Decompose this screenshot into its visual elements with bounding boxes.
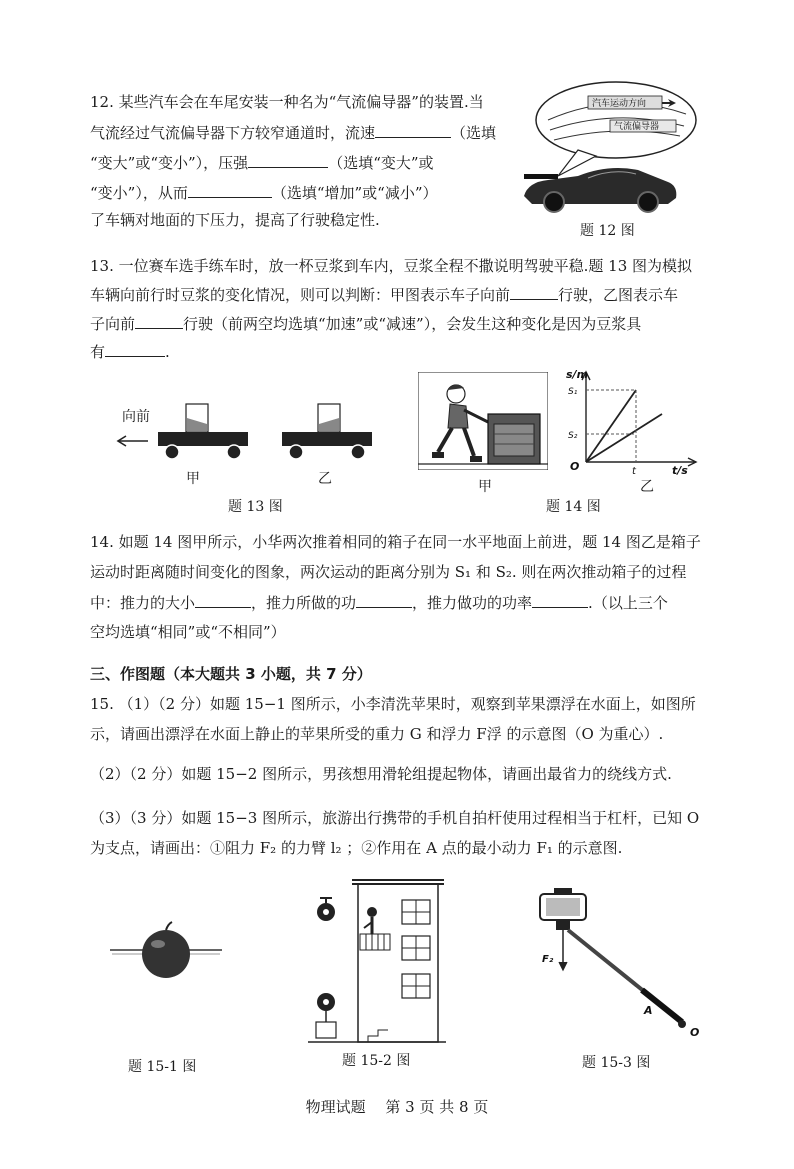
q12-text: （选填“增加”或“减小”） [271, 184, 438, 202]
q12-line-3 [90, 152, 434, 173]
q12-text: “变大”或“变小”），压强 [90, 154, 249, 172]
fig13-label-yi: 乙 [318, 471, 332, 487]
page-footer: 物理试题 第 3 页 共 8 页 [305, 1098, 489, 1116]
q14-text: 中：推力的大小 [90, 594, 196, 612]
point-o-label: O [690, 1026, 700, 1039]
q13-text: 行驶（前两空均选填“加速”或“减速”），会发生这种变化是因为豆浆具 [183, 315, 642, 333]
q14-line-3 [90, 592, 668, 613]
fig15-1-caption: 题 15-1 图 [128, 1059, 197, 1075]
fig15-2-caption: 题 15-2 图 [342, 1053, 411, 1069]
q15-p3-line-2: 为支点，请画出：①阻力 F₂ 的力臂 l₂ ；②作用在 A 点的最小动力 F₁ 的示意图. [90, 839, 623, 857]
q12-blank-2[interactable] [248, 152, 328, 168]
q14-blank-2[interactable] [356, 592, 412, 608]
q12-line-2 [90, 122, 496, 143]
f2-label: F₂ [542, 954, 554, 965]
fig15-3-caption: 题 15-3 图 [582, 1055, 651, 1071]
apple-highlight [151, 940, 165, 948]
fixed-pulley-axle [323, 909, 329, 915]
line-run-1 [586, 390, 636, 462]
q12-line-4 [90, 182, 438, 203]
f2-arrow-head [559, 962, 567, 970]
movable-pulley-axle [323, 999, 329, 1005]
q14-blank-1[interactable] [195, 592, 251, 608]
front-wheel [638, 192, 658, 212]
origin-label: O [570, 460, 580, 473]
fig13-label-jia: 甲 [186, 471, 200, 487]
fig14-boy-pushing-box [418, 372, 548, 470]
deflector-label: 气流偏导器 [614, 122, 660, 132]
cart-jia-wheel [227, 445, 241, 459]
y-axis-label: s/m [566, 368, 589, 381]
q13-text: 行驶，乙图表示车 [558, 286, 679, 304]
q15-p2-line-1: （2）（2 分）如题 15−2 图所示，男孩想用滑轮组提起物体，请画出最省力的绕线方式. [90, 765, 672, 783]
fig13-caption: 题 13 图 [228, 499, 283, 515]
q12-text: （选填“变大”或 [328, 154, 434, 172]
q12-blank-3[interactable] [188, 182, 272, 198]
fig12-caption: 题 12 图 [580, 223, 635, 239]
rear-wheel [544, 192, 564, 212]
box-panel [494, 424, 534, 456]
q15-p3-line-1: （3）（3 分）如题 15−3 图所示，旅游出行携带的手机自拍杆使用过程相当于杠杆，已知 O [90, 809, 700, 827]
forward-label: 向前 [122, 409, 150, 425]
direction-label: 汽车运动方向 [592, 99, 647, 109]
fig12-car-diagram [518, 78, 698, 218]
q12-text: “变小”），从而 [90, 184, 188, 202]
q14-line-2: 运动时距离随时间变化的图象，两次运动的距离分别为 S₁ 和 S₂. 则在两次推动箱子的过程 [90, 563, 687, 581]
fig14-caption: 题 14 图 [546, 499, 601, 515]
q13-line-4 [90, 341, 170, 362]
q13-text: 子向前 [90, 315, 136, 333]
line-run-2 [586, 414, 662, 462]
load-box [316, 1022, 336, 1038]
s1-label: S₁ [568, 387, 578, 397]
phone-clamp [554, 888, 572, 894]
q12-line-1: 12. 某些汽车会在车尾安装一种名为“气流偏导器”的装置.当 [90, 93, 484, 111]
apple-body [142, 930, 190, 978]
point-a-label: A [644, 1004, 653, 1017]
q13-blank-2[interactable] [135, 313, 183, 329]
fig14-label-yi: 乙 [640, 479, 654, 495]
q13-line-1: 13. 一位赛车选手练车时，放一杯豆浆到车内，豆浆全程不撒说明驾驶平稳.题 13 图为模拟 [90, 257, 693, 275]
cart-yi-wheel [351, 445, 365, 459]
cart-yi-wheel [289, 445, 303, 459]
boy-shirt [448, 404, 468, 428]
cart-jia-body [158, 432, 248, 446]
phone-screen [546, 898, 580, 916]
q12-blank-1[interactable] [375, 122, 451, 138]
boy-shoe [432, 452, 444, 458]
t-label: t [632, 466, 636, 476]
fig15-3-selfie-stick [532, 884, 712, 1044]
apple-stem [166, 922, 172, 930]
q13-text: 有 [90, 343, 106, 361]
q14-text: ，推力做功的功率 [412, 594, 533, 612]
boy-shoe [470, 456, 482, 462]
fig15-2-building [308, 878, 446, 1046]
rear-wing [524, 174, 558, 179]
q14-blank-3[interactable] [532, 592, 588, 608]
fig14-label-jia: 甲 [478, 479, 492, 495]
q12-line-5: 了车辆对地面的下压力，提高了行驶稳定性. [90, 211, 380, 229]
fig15-1-apple [108, 920, 224, 990]
q12-text: （选填 [451, 124, 497, 142]
q13-blank-1[interactable] [510, 284, 558, 300]
q13-blank-3[interactable] [105, 341, 165, 357]
cart-jia-wheel [165, 445, 179, 459]
section-3-heading: 三、作图题（本大题共 3 小题，共 7 分） [90, 665, 372, 683]
phone-holder [556, 920, 570, 930]
fig14-st-graph [560, 366, 720, 476]
q13-text: . [165, 343, 170, 361]
pivot-point [678, 1020, 686, 1028]
x-axis-label: t/s [672, 464, 688, 476]
q14-text: ，推力所做的功 [251, 594, 357, 612]
cart-yi-body [282, 432, 372, 446]
boy-head [367, 907, 377, 917]
balcony-railing [360, 934, 390, 950]
q13-line-3 [90, 313, 641, 334]
q13-text: 车辆向前行时豆浆的变化情况，则可以判断：甲图表示车子向前 [90, 286, 511, 304]
q15-p1-line-1: 15. （1）（2 分）如题 15−1 图所示，小李清洗苹果时，观察到苹果漂浮在水面上，如图所 [90, 695, 696, 713]
q15-p1-line-2: 示，请画出漂浮在水面上静止的苹果所受的重力 G 和浮力 F浮 的示意图（O 为重心）. [90, 725, 664, 743]
q14-text: .（以上三个 [588, 594, 668, 612]
s2-label: S₂ [568, 431, 578, 441]
fig13-carts [110, 396, 390, 476]
q12-text: 气流经过气流偏导器下方较窄通道时，流速 [90, 124, 376, 142]
q14-line-1: 14. 如题 14 图甲所示，小华两次推着相同的箱子在同一水平地面上前进，题 14 图乙是箱子 [90, 533, 701, 551]
q13-line-2 [90, 284, 678, 305]
q14-line-4: 空均选填“相同”或“不相同”） [90, 623, 286, 641]
